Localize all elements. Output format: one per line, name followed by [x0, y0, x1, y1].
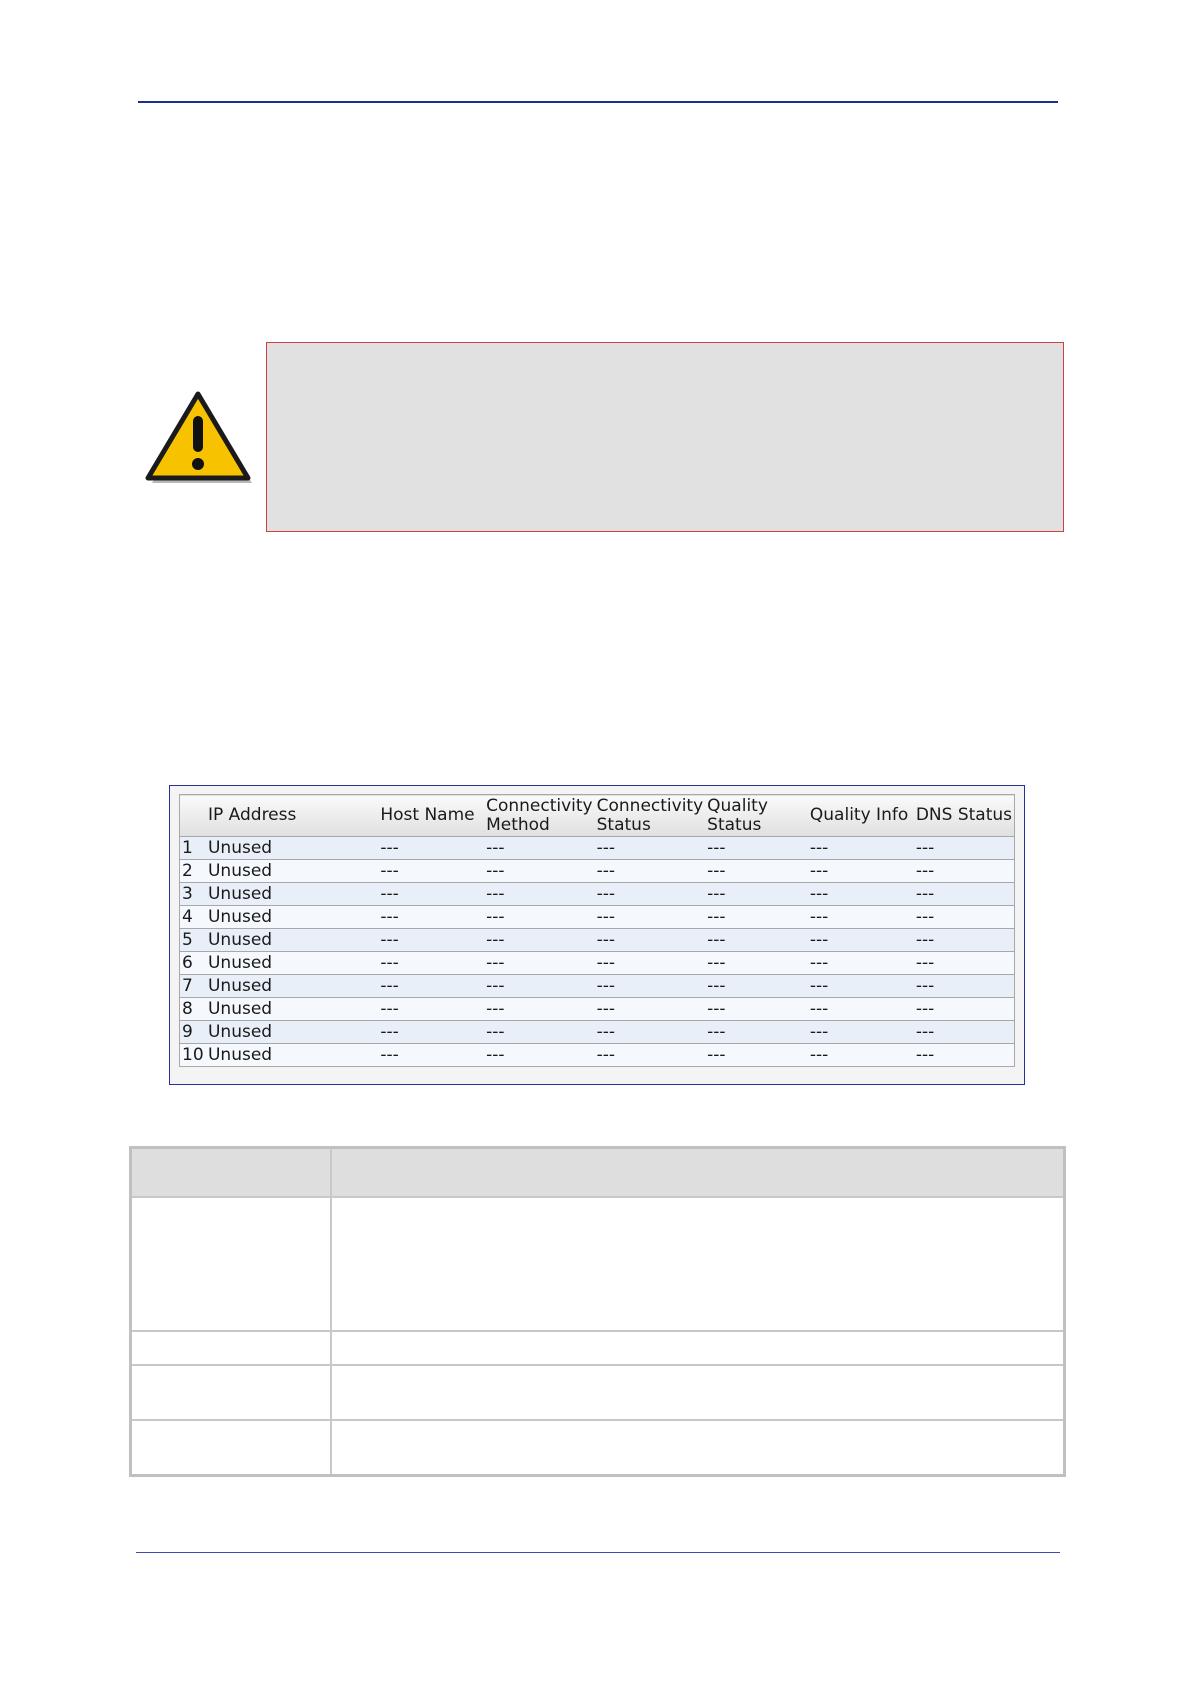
host-name-header: Host Name — [380, 805, 475, 825]
table-row — [180, 952, 1015, 975]
quality-info-cell: --- — [809, 999, 829, 1019]
ip-address-cell: Unused — [207, 907, 273, 927]
ip-address-cell: Unused — [207, 976, 273, 996]
connectivity-method-cell: --- — [486, 976, 505, 996]
host-name-cell: --- — [380, 838, 399, 858]
dns-status-cell: --- — [915, 1022, 935, 1042]
row-index-cell: 6 — [182, 953, 193, 973]
quality-info-cell: --- — [809, 976, 829, 996]
desc-cell — [131, 1365, 332, 1420]
desc-table-row — [131, 1197, 1065, 1331]
connectivity-status-cell: --- — [596, 884, 616, 904]
table-row — [180, 906, 1015, 929]
row-index-cell: 7 — [182, 976, 193, 996]
quality-status-cell: --- — [707, 976, 726, 996]
footer-rule — [136, 1552, 1060, 1553]
connectivity-method-header — [484, 795, 595, 837]
host-name-cell: --- — [380, 861, 399, 881]
quality-info-header: Quality Info — [809, 805, 909, 825]
connectivity-status-cell: --- — [596, 907, 616, 927]
table-row — [180, 975, 1015, 998]
dns-status-cell: --- — [915, 861, 935, 881]
connectivity-method-cell: --- — [486, 930, 505, 950]
parameter-description-table — [129, 1146, 1066, 1477]
connectivity-status-cell: --- — [596, 953, 616, 973]
desc-header-cell-parameter — [131, 1148, 332, 1198]
row-index-cell: 2 — [182, 861, 193, 881]
dns-status-cell: --- — [915, 907, 935, 927]
host-name-cell: --- — [380, 907, 399, 927]
connectivity-status-cell: --- — [596, 999, 616, 1019]
table-row — [180, 929, 1015, 952]
table-row — [180, 998, 1015, 1021]
table-row — [180, 860, 1015, 883]
header-rule — [138, 101, 1058, 103]
row-index-cell: 1 — [182, 838, 193, 858]
connectivity-status-header-line1: Connectivity — [596, 795, 704, 816]
quality-status-cell: --- — [707, 1045, 726, 1065]
quality-status-cell: --- — [707, 1022, 726, 1042]
desc-table-row — [131, 1331, 1065, 1365]
quality-info-cell: --- — [809, 930, 829, 950]
connectivity-status-header-line2: Status — [596, 814, 651, 835]
row-index-cell: 4 — [182, 907, 193, 927]
dns-status-header: DNS Status — [915, 805, 1012, 825]
quality-status-cell: --- — [707, 953, 726, 973]
connectivity-status-cell: --- — [596, 1022, 616, 1042]
ip-address-cell: Unused — [207, 953, 273, 973]
connectivity-method-cell: --- — [486, 1045, 505, 1065]
desc-table-row — [131, 1420, 1065, 1475]
desc-cell — [131, 1197, 332, 1331]
host-name-cell: --- — [380, 999, 399, 1019]
dns-status-cell: --- — [915, 1045, 935, 1065]
ip-address-cell: Unused — [207, 838, 273, 858]
warning-triangle-icon — [144, 388, 256, 488]
quality-status-cell: --- — [707, 838, 726, 858]
quality-status-header-line1: Quality — [707, 795, 768, 816]
connectivity-method-header-line2: Method — [486, 814, 550, 835]
row-index-cell: 3 — [182, 884, 193, 904]
ip-address-cell: Unused — [207, 930, 273, 950]
desc-table-row — [131, 1365, 1065, 1420]
row-index-cell: 10 — [182, 1045, 204, 1065]
connectivity-status-cell: --- — [596, 861, 616, 881]
ip-address-cell: Unused — [207, 861, 273, 881]
desc-table-header-row — [131, 1148, 1065, 1198]
quality-status-header — [705, 795, 808, 837]
row-index-cell: 8 — [182, 999, 193, 1019]
row-index-cell: 5 — [182, 930, 193, 950]
host-name-cell: --- — [380, 884, 399, 904]
desc-header-cell-description — [331, 1148, 1065, 1198]
desc-cell — [131, 1331, 332, 1365]
table-header-row — [180, 795, 1015, 837]
quality-status-cell: --- — [707, 884, 726, 904]
desc-cell — [331, 1365, 1065, 1420]
desc-cell — [331, 1420, 1065, 1475]
desc-cell — [331, 1197, 1065, 1331]
connectivity-status-cell: --- — [596, 838, 616, 858]
table-body — [180, 837, 1015, 1067]
ip-connectivity-screenshot — [169, 785, 1025, 1085]
quality-status-header-line2: Status — [707, 814, 762, 835]
host-name-cell: --- — [380, 1045, 399, 1065]
host-name-cell: --- — [380, 953, 399, 973]
ip-address-cell: Unused — [207, 1022, 273, 1042]
quality-status-cell: --- — [707, 930, 726, 950]
connectivity-method-cell: --- — [486, 1022, 505, 1042]
ip-address-cell: Unused — [207, 999, 273, 1019]
index-header — [180, 795, 206, 837]
quality-status-cell: --- — [707, 861, 726, 881]
host-name-cell: --- — [380, 976, 399, 996]
ip-address-header: IP Address — [207, 805, 297, 825]
dns-status-cell: --- — [915, 976, 935, 996]
connectivity-method-cell: --- — [486, 953, 505, 973]
connectivity-method-cell: --- — [486, 907, 505, 927]
dns-status-cell: --- — [915, 999, 935, 1019]
quality-info-cell: --- — [809, 907, 829, 927]
table-row — [180, 1021, 1015, 1044]
ip-address-cell: Unused — [207, 884, 273, 904]
table-row — [180, 883, 1015, 906]
host-name-cell: --- — [380, 930, 399, 950]
ip-connectivity-table — [179, 794, 1015, 1067]
row-index-cell: 9 — [182, 1022, 193, 1042]
dns-status-cell: --- — [915, 930, 935, 950]
quality-info-cell: --- — [809, 1045, 829, 1065]
connectivity-method-cell: --- — [486, 861, 505, 881]
connectivity-status-cell: --- — [596, 976, 616, 996]
connectivity-status-cell: --- — [596, 1045, 616, 1065]
desc-cell — [131, 1420, 332, 1475]
quality-info-cell: --- — [809, 953, 829, 973]
table-row — [180, 1044, 1015, 1067]
quality-status-cell: --- — [707, 907, 726, 927]
dns-status-cell: --- — [915, 884, 935, 904]
connectivity-method-cell: --- — [486, 999, 505, 1019]
table-row — [180, 837, 1015, 860]
connectivity-status-header — [595, 795, 706, 837]
dns-status-cell: --- — [915, 953, 935, 973]
ip-address-cell: Unused — [207, 1045, 273, 1065]
quality-info-cell: --- — [809, 884, 829, 904]
host-name-cell: --- — [380, 1022, 399, 1042]
connectivity-method-cell: --- — [486, 838, 505, 858]
connectivity-method-cell: --- — [486, 884, 505, 904]
quality-info-cell: --- — [809, 1022, 829, 1042]
quality-info-cell: --- — [809, 838, 829, 858]
connectivity-status-cell: --- — [596, 930, 616, 950]
connectivity-method-header-line1: Connectivity — [486, 795, 593, 816]
quality-info-cell: --- — [809, 861, 829, 881]
quality-status-cell: --- — [707, 999, 726, 1019]
warning-note-box — [266, 342, 1064, 532]
desc-cell — [331, 1331, 1065, 1365]
dns-status-cell: --- — [915, 838, 935, 858]
